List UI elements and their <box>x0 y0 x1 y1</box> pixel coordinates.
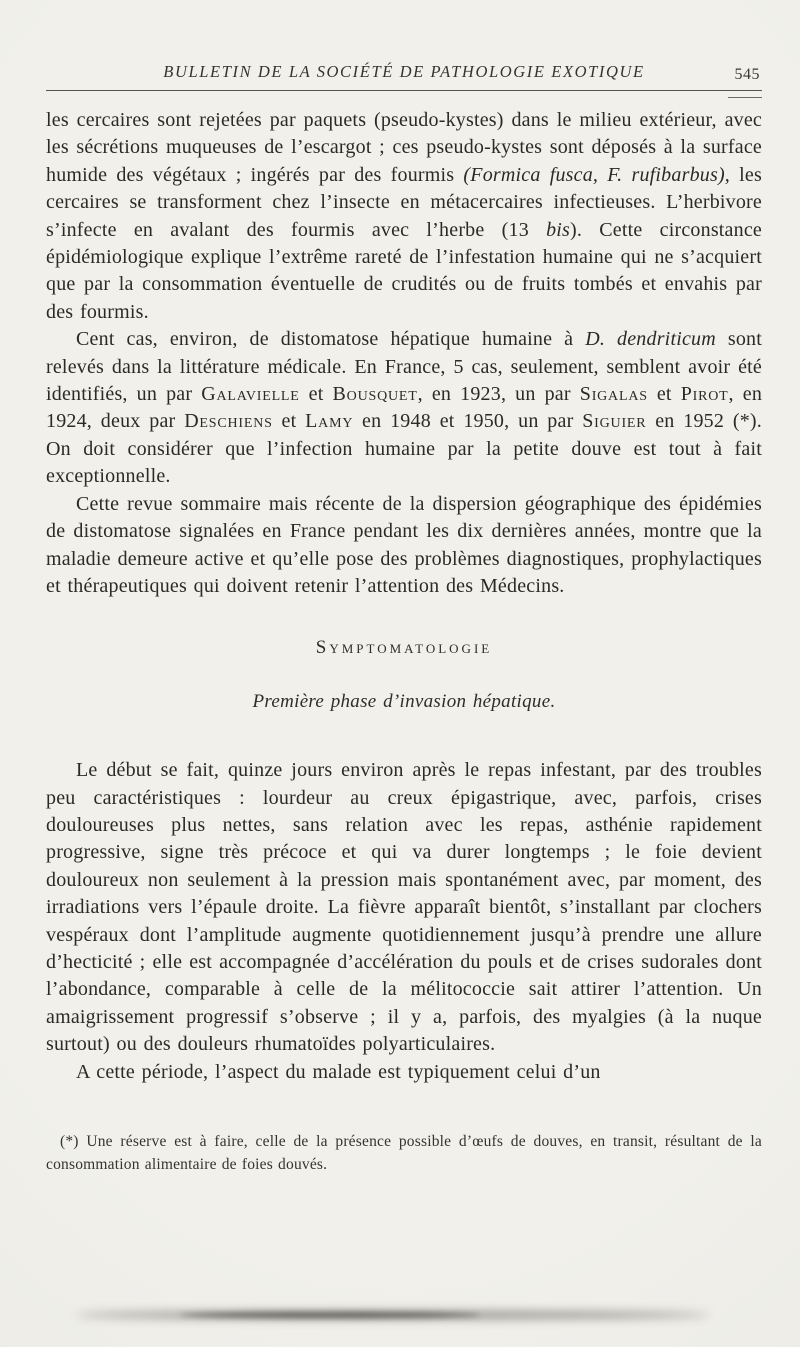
text-segment: et <box>647 383 681 406</box>
page-header <box>46 62 762 91</box>
footnote <box>46 1130 762 1176</box>
text-segment: A cette période, l’aspect du malade est typiquement celui d’un <box>76 1060 601 1083</box>
text-segment-smallcaps: Deschiens <box>184 410 273 433</box>
text-segment-smallcaps: Bousquet <box>332 383 418 406</box>
page-number: 545 <box>734 66 760 83</box>
paragraph-a-cette-periode <box>46 1059 762 1086</box>
text-segment-italic: (Formica fusca, F. rufibarbus), <box>463 163 731 186</box>
text-segment-smallcaps: Siguier <box>582 410 647 433</box>
text-segment-smallcaps: Galavielle <box>201 383 300 406</box>
text-segment: ). Cette circonstance épidémiologique explique l’extrême rareté de l’infestation humaine qui ne s’acquiert que par la consommation éventuelle de crudités ou de fruits tombés et envahis par des fourmis. <box>46 218 762 323</box>
text-segment: , en 1923, un par <box>417 383 580 406</box>
text-segment: en 1952 (*). On doit considérer que l’infection humaine par la petite douve est tout à fait exceptionnelle. <box>46 410 762 488</box>
text-segment-italic: bis <box>546 218 571 241</box>
text-segment: Cette revue sommaire mais récente de la dispersion géographique des épidémies de distomatose signalées en France pendant les dix dernières années, montre que la maladie demeure active et qu’elle pose des problèmes diagnostiques, prophylactiques et thérapeutiques qui doivent retenir l’attention des Médecins. <box>46 492 762 597</box>
paragraph-cent-cas <box>46 326 762 490</box>
paragraph-cercaires <box>46 107 762 326</box>
text-segment: , en 1924, deux par <box>46 383 763 433</box>
header-rule <box>46 90 762 91</box>
page-body <box>46 107 762 1176</box>
text-segment: Le début se fait, quinze jours environ après le repas infestant, par des troubles peu caractéristiques : lourdeur au creux épigastrique, avec, parfois, crises douloureuses plus nettes, sans relation avec les repas, asthénie rapidement progressive, signe très précoce et qui va durer longtemps ; le foie devient douloureux non seulement à la pression mais spontanément avec, par moment, des irradiations vers l’épaule droite. La fièvre apparaît bientôt, s’installant par clochers vespéraux dont l’amplitude augmente quotidiennement jusqu’à prendre une allure d’hecticité ; elle est accompagnée d’accélération du pouls et de crises sudorales dont l’abondance, comparable à celle de la mélitococcie sait attirer l’attention. Un amaigrissement progressif s’observe ; il y a, parfois, des myalgies (à la nuque surtout) ou des douleurs rhumatoïdes polyarticulaires. <box>46 759 762 1056</box>
text-segment: (*) Une réserve est à faire, celle de la présence possible d’œufs de douves, en transit, résultant de la consommation alimentaire de foies douvés. <box>46 1133 762 1173</box>
text-segment: en 1948 et 1950, un par <box>353 410 583 433</box>
text-segment-smallcaps: Sigalas <box>579 383 648 406</box>
paragraph-le-debut <box>46 757 762 1058</box>
text-segment: les cercaires se transforment chez l’insecte en métacercaires infectieuses. L’herbivore s’infecte en avalant des fourmis avec l’herbe (13 <box>46 163 762 241</box>
text-segment: les cercaires sont rejetées par paquets (pseudo-kystes) dans le milieu extérieur, avec les sécrétions muqueuses de l’escargot ; ces pseudo-kystes sont déposés à la surface humide des végétaux ; ingérés par des fourmis <box>46 109 762 186</box>
subheading-premiere-phase: Première phase d’invasion hépatique. <box>252 690 556 712</box>
text-segment: et <box>272 410 306 433</box>
text-segment-italic: D. dendriticum <box>585 328 716 351</box>
header-line <box>46 62 762 82</box>
paragraph-revue-sommaire <box>46 491 762 601</box>
text-segment: et <box>299 383 333 406</box>
text-segment-smallcaps: Pirot <box>680 383 729 406</box>
scan-artifact-smudge-dark <box>180 1312 480 1318</box>
text-segment: sont relevés dans la littérature médicale. En France, 5 cas, seulement, semblent avoir été identifiés, un par <box>46 328 762 406</box>
journal-title: BULLETIN DE LA SOCIÉTÉ DE PATHOLOGIE EXOTIQUE <box>163 62 645 81</box>
text-segment-smallcaps: Lamy <box>305 410 354 433</box>
page-number-rule <box>728 97 762 98</box>
text-segment: Cent cas, environ, de distomatose hépatique humaine à <box>76 328 586 351</box>
section-heading-symptomatologie: Symptomatologie <box>315 637 493 659</box>
